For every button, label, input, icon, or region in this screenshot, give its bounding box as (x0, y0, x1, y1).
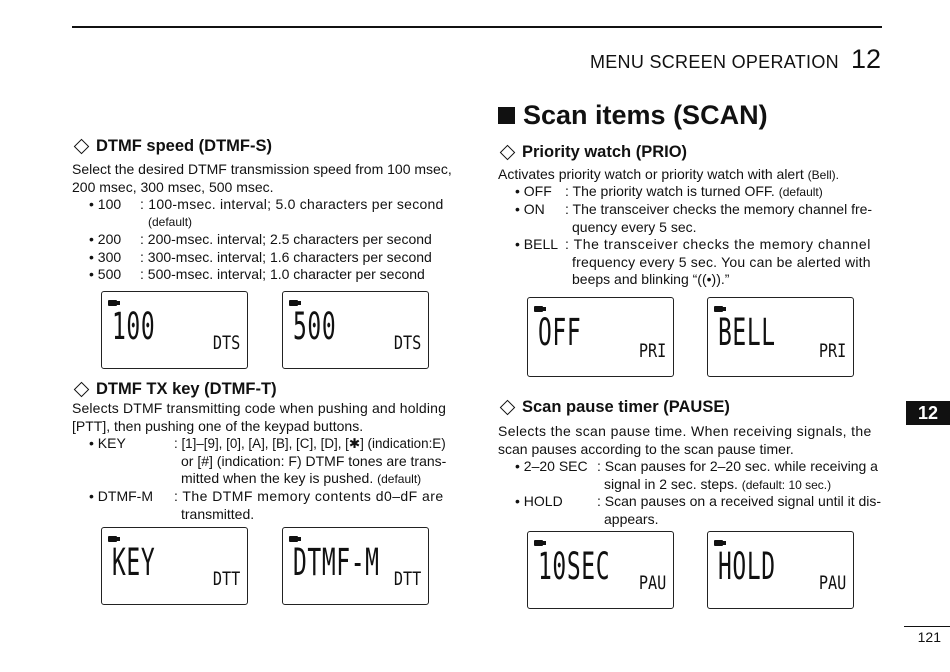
dtmf-speed-intro: Select the desired DTMF transmission speed from 100 msec, 200 msec, 300 msec, 500 msec. (72, 161, 452, 195)
list-item: • BELL (515, 236, 559, 252)
list-item: • 200 (89, 231, 122, 247)
list-item-desc: : Scan pauses on a received signal until it dis- appears. (597, 493, 882, 527)
page-header (590, 44, 881, 75)
chapter-tab: 12 (906, 401, 950, 425)
priority-watch-intro: Activates priority watch or priority watch with alert (Bell). (498, 166, 839, 182)
list-item: • 500 (89, 266, 122, 282)
dtmf-tx-heading: DTMF TX key (DTMF-T) (72, 380, 277, 399)
list-item: • DTMF-M (89, 488, 153, 504)
list-item: • 300 (89, 249, 122, 265)
lcd-display: OFF PRI (527, 297, 674, 377)
header-rule (72, 26, 882, 28)
list-item: • 2–20 SEC (515, 458, 588, 474)
list-item-desc: : Scan pauses for 2–20 sec. while receiving a signal in 2 sec. steps. (default: 10 sec.) (597, 458, 878, 492)
diamond-icon (500, 145, 516, 161)
priority-watch-heading: Priority watch (PRIO) (498, 143, 687, 162)
lcd-display: BELL PRI (707, 297, 854, 377)
list-item: • HOLD (515, 493, 563, 509)
list-item: • KEY (89, 435, 126, 451)
list-item-desc: : [1]–[9], [0], [A], [B], [C], [D], [✱] (indication:E) or [#] (indication: F) DTMF tones are trans- mitted when the key is pushed. (default) (174, 436, 447, 486)
page-number: 121 (917, 629, 941, 645)
lcd-display: DTMF-M DTT (282, 527, 429, 605)
dtmf-tx-intro: Selects DTMF transmitting code when pushing and holding [PTT], then pushing one of the keypad buttons. (72, 400, 446, 434)
footer-rule (904, 626, 950, 627)
list-item-desc: : The DTMF memory contents d0–dF are transmitted. (174, 488, 444, 522)
list-item: • OFF (515, 183, 552, 199)
header-title: MENU SCREEN OPERATION (589, 52, 839, 72)
list-item-desc: : 500-msec. interval; 1.0 character per second (140, 266, 425, 282)
list-item: • ON (515, 201, 545, 217)
lcd-display: HOLD PAU (707, 531, 854, 609)
scan-pause-intro: Selects the scan pause time. When receiving signals, the scan pauses according to the scan pause timer. (498, 423, 872, 457)
header-chapter: 12 (850, 44, 881, 74)
list-item-desc: : The priority watch is turned OFF. (default) (565, 183, 823, 199)
list-item: • 100 (89, 196, 122, 212)
lcd-display: KEY DTT (101, 527, 248, 605)
list-item-desc: : The transceiver checks the memory channel frequency every 5 sec. You can be alerted with beeps and blinking “((•)).” (565, 236, 871, 287)
default-note: (default) (148, 215, 193, 229)
diamond-icon (74, 139, 90, 155)
dtmf-speed-heading: DTMF speed (DTMF-S) (72, 137, 272, 156)
list-item-desc: : 100-msec. interval; 5.0 characters per second (140, 196, 444, 212)
lcd-display: 100 DTS (101, 291, 248, 369)
lcd-display: 10SEC PAU (527, 531, 674, 609)
list-item-desc: : The transceiver checks the memory channel fre- quency every 5 sec. (565, 201, 873, 235)
diamond-icon (500, 400, 516, 416)
square-bullet-icon (498, 107, 515, 124)
section-title: Scan items (SCAN) (498, 100, 768, 131)
diamond-icon (74, 382, 90, 398)
list-item-desc: : 200-msec. interval; 2.5 characters per second (140, 231, 432, 247)
scan-pause-heading: Scan pause timer (PAUSE) (498, 398, 730, 417)
lcd-display: 500 DTS (282, 291, 429, 369)
list-item-desc: : 300-msec. interval; 1.6 characters per second (140, 249, 432, 265)
